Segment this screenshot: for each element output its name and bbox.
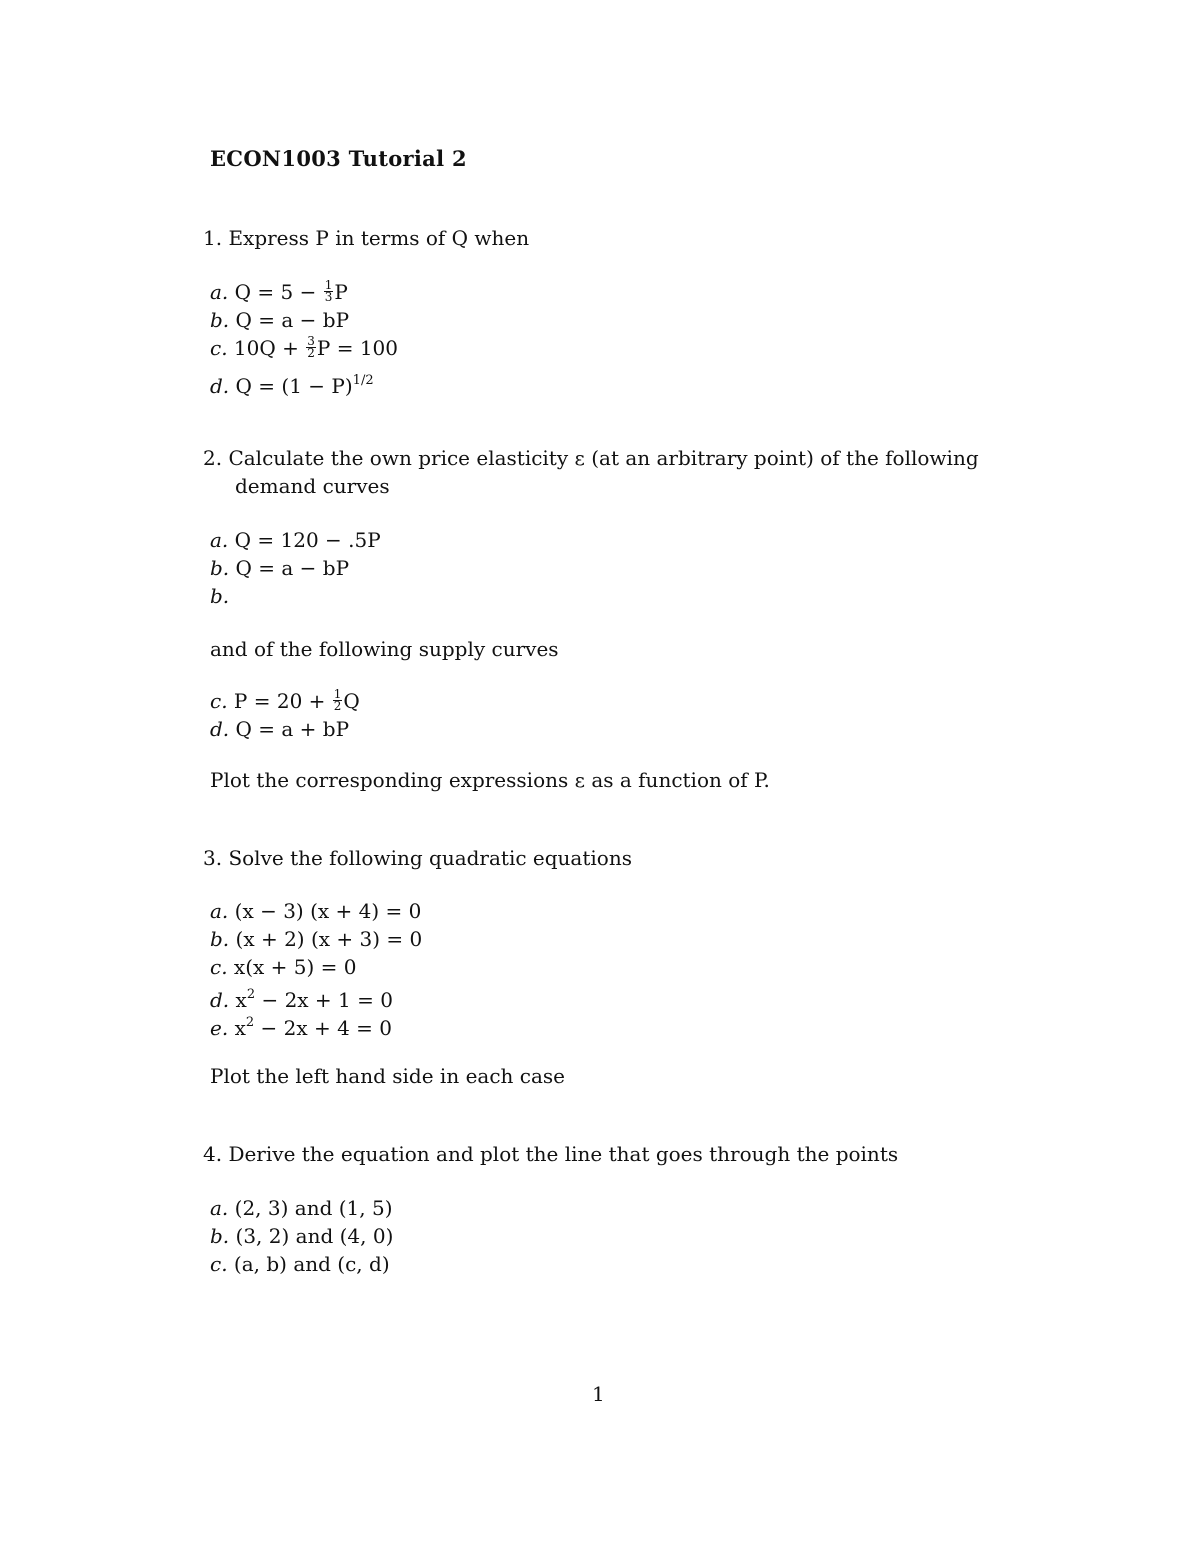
q4-item-a xyxy=(210,1194,393,1222)
q4-item-b-text: (3, 2) and (4, 0) xyxy=(235,1224,394,1248)
q3-item-e xyxy=(210,1009,392,1042)
q2-supply-item-d xyxy=(210,715,349,743)
q1-item-a-label: a. xyxy=(210,280,229,304)
fraction-denominator: 2 xyxy=(307,346,315,360)
q2-demand-item-b-label: b. xyxy=(210,556,230,580)
q1-item-d-label: d. xyxy=(210,374,230,398)
q1-item-d xyxy=(210,367,374,400)
q2-demand-item-a-text: Q = 120 − .5P xyxy=(234,528,381,552)
q2-demand-item-b-empty xyxy=(210,582,229,610)
q2-intro-line2: demand curves xyxy=(235,474,390,498)
q3-item-d-post: − 2x + 1 = 0 xyxy=(255,988,393,1012)
q3-item-d-label: d. xyxy=(210,988,230,1012)
q3-item-a xyxy=(210,897,421,925)
page-number: 1 xyxy=(592,1382,605,1406)
q1-item-a xyxy=(210,278,348,306)
fraction-denominator: 2 xyxy=(333,699,342,713)
q3-item-c-text: x(x + 5) = 0 xyxy=(233,955,357,979)
q2-supply-intro: and of the following supply curves xyxy=(210,637,559,661)
fraction-denominator: 3 xyxy=(324,290,333,304)
q4-item-c xyxy=(210,1250,390,1278)
q3-item-b xyxy=(210,925,422,953)
fraction-numerator: 1 xyxy=(324,278,333,292)
q4-item-c-text: (a, b) and (c, d) xyxy=(233,1252,390,1276)
q2-demand-item-a xyxy=(210,526,381,554)
q2-demand-item-b-text: Q = a − bP xyxy=(235,556,350,580)
q1-item-b xyxy=(210,306,349,334)
q3-item-d-exponent: 2 xyxy=(246,987,256,1002)
q2-supply-item-c-fraction xyxy=(333,689,343,712)
q2-closing: Plot the corresponding expressions ε as a function of P. xyxy=(210,768,770,792)
q1-item-c-label: c. xyxy=(210,336,228,360)
q1-item-d-exponent: 1/2 xyxy=(352,373,374,388)
q3-item-d-pre: x xyxy=(235,988,247,1012)
q2-supply-item-d-label: d. xyxy=(210,717,230,741)
q2-supply-item-d-text: Q = a + bP xyxy=(235,717,350,741)
q4-item-b-label: b. xyxy=(210,1224,230,1248)
q1-item-c-pre: 10Q + xyxy=(233,336,306,360)
q2-supply-item-c-label: c. xyxy=(210,689,228,713)
q4-intro: 4. Derive the equation and plot the line that goes through the points xyxy=(203,1142,899,1166)
q3-item-a-label: a. xyxy=(210,899,229,923)
q3-item-c-label: c. xyxy=(210,955,228,979)
q3-item-e-exponent: 2 xyxy=(245,1015,255,1030)
q2-supply-item-c-pre: P = 20 + xyxy=(233,689,332,713)
q4-item-a-label: a. xyxy=(210,1196,229,1220)
q4-item-a-text: (2, 3) and (1, 5) xyxy=(234,1196,393,1220)
q3-item-a-text: (x − 3) (x + 4) = 0 xyxy=(234,899,422,923)
q3-closing: Plot the left hand side in each case xyxy=(210,1064,565,1088)
fraction-numerator: 3 xyxy=(307,334,315,348)
q2-supply-item-c xyxy=(210,687,360,715)
q4-item-c-label: c. xyxy=(210,1252,228,1276)
q2-demand-item-a-label: a. xyxy=(210,528,229,552)
q3-item-c xyxy=(210,953,356,981)
q1-intro: 1. Express P in terms of Q when xyxy=(203,226,530,250)
q4-item-b xyxy=(210,1222,393,1250)
q1-item-a-pre: Q = 5 − xyxy=(234,280,323,304)
q3-item-e-pre: x xyxy=(234,1016,246,1040)
q1-item-c-post: P = 100 xyxy=(316,336,398,360)
q1-item-a-post: P xyxy=(334,280,348,304)
q3-item-e-post: − 2x + 4 = 0 xyxy=(254,1016,392,1040)
q2-intro-line1: 2. Calculate the own price elasticity ε (at an arbitrary point) of the following xyxy=(203,446,979,470)
q3-item-e-label: e. xyxy=(210,1016,229,1040)
q3-item-b-text: (x + 2) (x + 3) = 0 xyxy=(235,927,423,951)
q2-supply-item-c-post: Q xyxy=(343,689,360,713)
q1-item-b-text: Q = a − bP xyxy=(235,308,350,332)
q2-demand-item-b xyxy=(210,554,349,582)
q1-item-a-fraction xyxy=(324,280,334,303)
q1-item-c xyxy=(210,334,398,362)
q1-item-d-pre: Q = (1 − P) xyxy=(235,374,353,398)
q1-item-c-fraction xyxy=(306,336,316,359)
page-title: ECON1003 Tutorial 2 xyxy=(210,146,467,171)
fraction-numerator: 1 xyxy=(333,687,342,701)
q1-item-b-label: b. xyxy=(210,308,230,332)
q3-item-b-label: b. xyxy=(210,927,230,951)
q3-intro: 3. Solve the following quadratic equations xyxy=(203,846,632,870)
q2-demand-item-b2-label: b. xyxy=(210,584,230,608)
